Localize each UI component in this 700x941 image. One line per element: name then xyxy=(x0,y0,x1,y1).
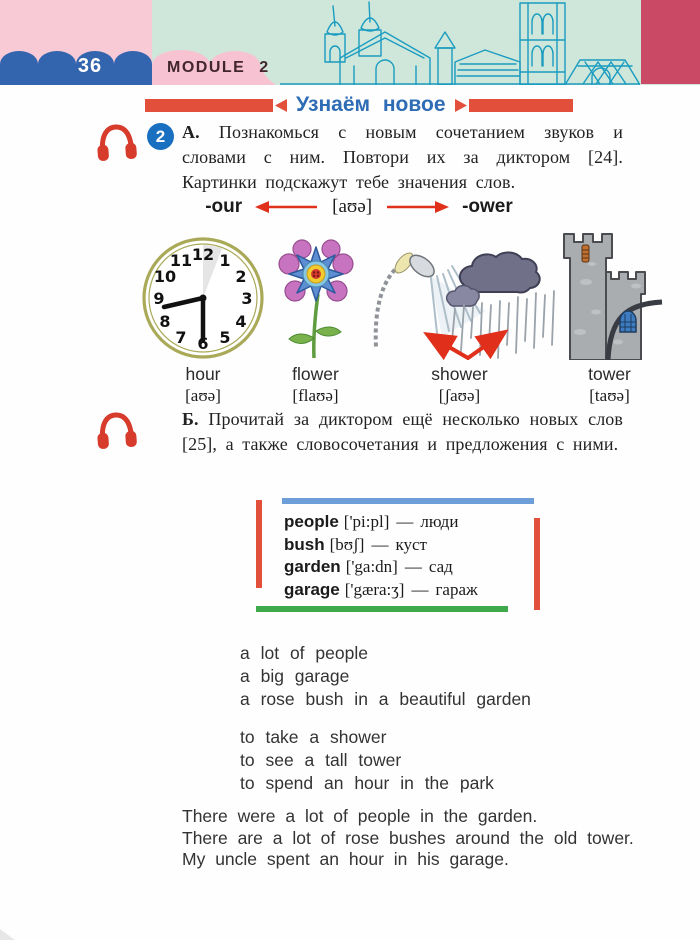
figure-word: shower xyxy=(431,364,488,384)
sound-pattern-row xyxy=(145,194,573,220)
clock-illustration xyxy=(138,233,268,360)
figure-word: tower xyxy=(588,364,631,384)
sentence: There are a lot of rose bushes around the old tower. xyxy=(182,827,634,848)
svg-text:10: 10 xyxy=(153,267,177,286)
chevron-left-icon xyxy=(273,98,288,113)
vocab-entry: garden ['ga:dn] — сад xyxy=(284,557,453,576)
svg-text:5: 5 xyxy=(219,328,231,347)
module-label: MODULE 2 xyxy=(167,59,270,76)
figure-hour xyxy=(138,233,268,406)
figure-shower xyxy=(352,233,567,406)
svg-text:7: 7 xyxy=(175,328,187,347)
page-number: 36 xyxy=(77,55,103,77)
sentence: My uncle spent an hour in his garage. xyxy=(182,849,509,869)
pattern-suffix-our: -our xyxy=(205,196,243,217)
chevron-right-icon xyxy=(454,98,469,113)
phrase-list-verbs xyxy=(240,726,494,795)
phrase: a big garage xyxy=(240,666,350,686)
castle-tower-illustration xyxy=(552,220,667,360)
part-b-label: Б. xyxy=(182,409,199,429)
svg-text:6: 6 xyxy=(197,334,209,353)
vocabulary-box xyxy=(256,498,546,616)
city-skyline-illustration xyxy=(280,0,640,85)
arrow-left-icon xyxy=(255,200,319,214)
svg-text:11: 11 xyxy=(169,251,193,270)
part-a-instruction: А. Познакомься с новым сочетанием звуков и словами с ним. Повтори их за диктором [24]. Картинки подскажут тебе значения слов. xyxy=(182,122,623,192)
svg-text:2: 2 xyxy=(235,267,247,286)
svg-text:3: 3 xyxy=(241,289,253,308)
part-b-instruction: Б. Прочитай за диктором ещё несколько новых слов [25], а также словосочетания и предложения с ними. xyxy=(182,409,623,454)
phrase: a rose bush in a beautiful garden xyxy=(240,689,531,709)
exercise-number-badge: 2 xyxy=(147,123,174,150)
banner-bar-right xyxy=(469,99,573,112)
headphones-icon xyxy=(93,411,140,450)
phrase: to take a shower xyxy=(240,727,387,747)
vocab-top-line xyxy=(282,498,534,504)
figure-word: flower xyxy=(292,364,339,384)
banner-bar-left xyxy=(145,99,273,112)
vocab-right-line xyxy=(534,518,540,610)
figure-ipa: [taʊə] xyxy=(589,386,630,405)
part-a-label: А. xyxy=(182,122,200,142)
vocab-left-line xyxy=(256,500,262,588)
svg-text:4: 4 xyxy=(235,312,247,331)
banner-title: Узнаём новое xyxy=(296,93,446,116)
sentence: There were a lot of people in the garden. xyxy=(182,806,538,826)
phrase: a lot of people xyxy=(240,643,368,663)
page-corner-mark xyxy=(0,927,15,940)
svg-text:9: 9 xyxy=(153,289,165,308)
shower-and-rain-illustration xyxy=(352,233,567,360)
vocab-entry: garage ['gæra:ʒ] — гараж xyxy=(284,579,478,599)
headphones-icon xyxy=(93,123,140,162)
vocab-entry: people ['pi:pl] — люди xyxy=(284,512,459,531)
figure-ipa: [aʊə] xyxy=(185,386,221,405)
phrase: to spend an hour in the park xyxy=(240,773,494,793)
pattern-ipa: [aʊə] xyxy=(332,196,373,217)
vocabulary-entries xyxy=(284,511,478,601)
header-crimson-block xyxy=(641,0,700,84)
figure-tower xyxy=(552,233,667,406)
page-header xyxy=(0,0,700,85)
pattern-suffix-ower: -ower xyxy=(462,196,513,217)
phrase: to see a tall tower xyxy=(240,750,402,770)
vocab-entry: bush [bʊʃ] — куст xyxy=(284,534,427,554)
arrow-right-icon xyxy=(385,200,449,214)
vocab-bottom-line xyxy=(256,606,508,612)
svg-text:12: 12 xyxy=(191,245,215,264)
sentence-list xyxy=(182,806,634,871)
svg-text:8: 8 xyxy=(159,312,171,331)
section-banner xyxy=(145,93,573,116)
figure-ipa: [flaʊə] xyxy=(292,386,339,405)
svg-text:1: 1 xyxy=(219,251,231,270)
phrase-list-nouns xyxy=(240,642,531,711)
figure-ipa: [ʃaʊə] xyxy=(438,386,481,405)
figure-word: hour xyxy=(185,364,221,384)
figure-flower xyxy=(268,233,363,406)
flower-illustration xyxy=(268,233,363,360)
